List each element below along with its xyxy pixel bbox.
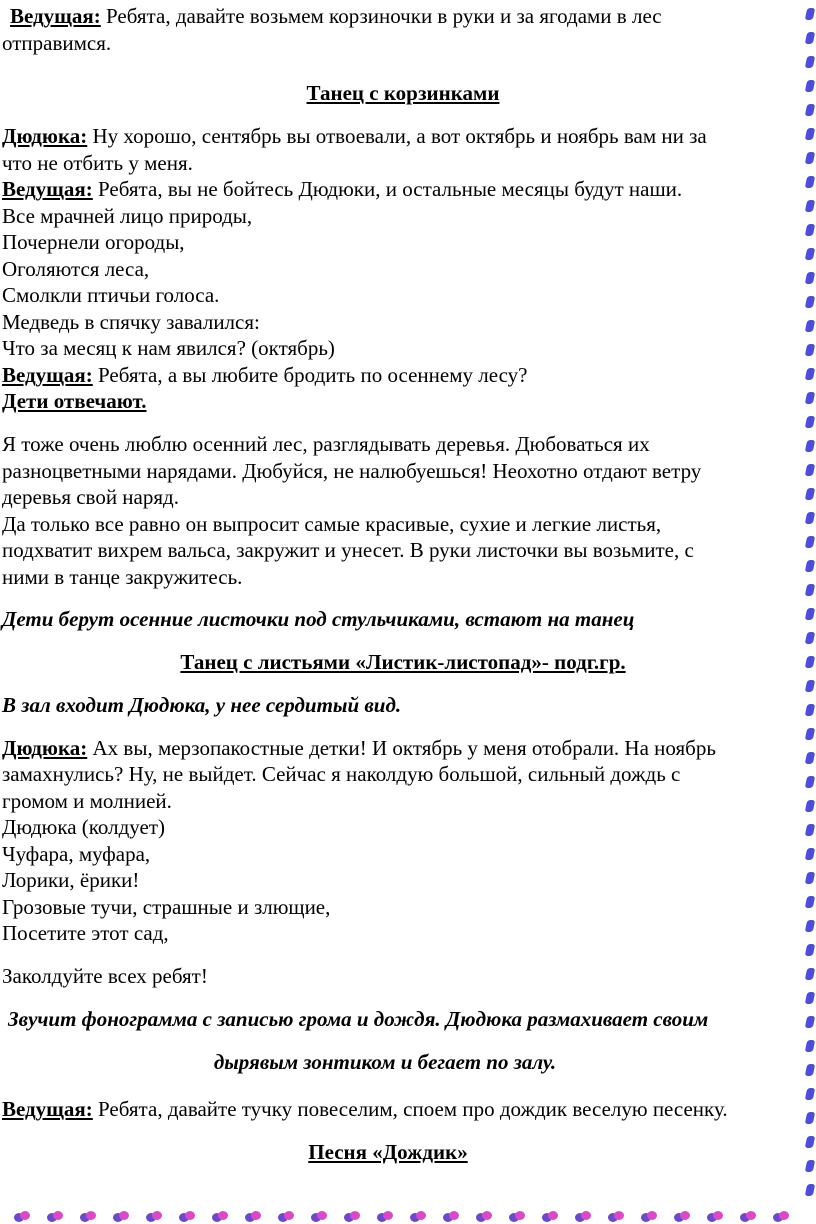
decorative-page-border-bottom xyxy=(0,1208,816,1224)
poem-line: Почернели огороды, xyxy=(2,230,185,254)
border-ornament xyxy=(805,872,816,884)
stage-direction: Дети берут осенние листочки под стульчиками, встают на танец xyxy=(2,607,635,631)
poem-line: Чуфара, муфара, xyxy=(2,842,151,866)
border-ornament xyxy=(805,632,816,644)
border-ornament xyxy=(344,1211,362,1223)
paragraph-line: Я тоже очень люблю осенний лес, разглядывать деревья. Дюбоваться их xyxy=(2,432,650,456)
border-ornament xyxy=(542,1211,560,1223)
border-ornament xyxy=(805,488,816,500)
section-heading: Танец с корзинками xyxy=(306,81,500,105)
poem-line: Все мрачней лицо природы, xyxy=(2,204,253,228)
paragraph-line: отправимся. xyxy=(2,31,112,55)
border-ornament xyxy=(805,1136,816,1148)
border-ornament xyxy=(805,656,816,668)
border-ornament xyxy=(805,320,816,332)
border-ornament xyxy=(641,1211,659,1223)
paragraph-line xyxy=(2,362,527,388)
border-ornament xyxy=(805,80,816,92)
decorative-page-border-right xyxy=(800,0,816,1224)
border-ornament xyxy=(212,1211,230,1223)
border-ornament xyxy=(113,1211,131,1223)
border-ornament xyxy=(311,1211,329,1223)
border-ornament xyxy=(509,1211,527,1223)
border-ornament xyxy=(608,1211,626,1223)
border-ornament xyxy=(805,584,816,596)
section-heading: Песня «Дождик» xyxy=(308,1140,468,1164)
line-text: Ребята, давайте возьмем корзиночки в руки и за ягодами в лес xyxy=(100,4,662,28)
paragraph-line: разноцветными нарядами. Дюбуйся, не налюбуешься! Неохотно отдают ветру xyxy=(2,459,702,483)
poem-line: Грозовые тучи, страшные и злющие, xyxy=(2,895,331,919)
border-ornament xyxy=(47,1211,65,1223)
border-ornament xyxy=(805,1160,816,1172)
poem-line: Лорики, ёрики! xyxy=(2,868,140,892)
border-ornament xyxy=(805,104,816,116)
paragraph-line: громом и молнией. xyxy=(2,789,172,813)
poem-line: Оголяются леса, xyxy=(2,257,150,281)
border-ornament xyxy=(707,1211,725,1223)
border-ornament xyxy=(805,1040,816,1052)
border-ornament xyxy=(740,1211,758,1223)
poem-line: Смолкли птичьи голоса. xyxy=(2,283,220,307)
border-ornament xyxy=(805,680,816,692)
border-ornament xyxy=(805,8,816,20)
poem-line: Что за месяц к нам явился? (октябрь) xyxy=(2,336,335,360)
border-ornament xyxy=(146,1211,164,1223)
border-ornament xyxy=(80,1211,98,1223)
border-ornament xyxy=(476,1211,494,1223)
poem-line: Посетите этот сад, xyxy=(2,921,169,945)
stage-direction: В зал входит Дюдюка, у нее сердитый вид. xyxy=(2,693,402,717)
border-ornament xyxy=(674,1211,692,1223)
poem-line: Заколдуйте всех ребят! xyxy=(2,964,208,988)
stage-direction: дырявым зонтиком и бегает по залу. xyxy=(213,1050,557,1074)
border-ornament xyxy=(14,1211,32,1223)
border-ornament xyxy=(278,1211,296,1223)
speaker-label: Дюдюка: xyxy=(2,736,88,760)
border-ornament xyxy=(805,56,816,68)
border-ornament xyxy=(245,1211,263,1223)
section-heading: Танец с листьями «Листик-листопад»- подг.гр. xyxy=(180,650,626,674)
border-ornament xyxy=(805,1088,816,1100)
paragraph-line: что не отбить у меня. xyxy=(2,151,193,175)
speaker-label: Ведущая: xyxy=(2,1097,93,1121)
border-ornament xyxy=(805,272,816,284)
paragraph-line: Да только все равно он выпросит самые красивые, сухие и легкие листья, xyxy=(2,512,662,536)
paragraph-line xyxy=(2,176,682,202)
stage-note: Дети отвечают. xyxy=(2,389,147,413)
border-ornament xyxy=(773,1211,791,1223)
line-text: Ах вы, мерзопакостные детки! И октябрь у меня отобрали. На ноябрь xyxy=(87,736,716,760)
speaker-label: Ведущая: xyxy=(2,363,93,387)
border-ornament xyxy=(805,1112,816,1124)
border-ornament xyxy=(805,1064,816,1076)
border-ornament xyxy=(805,224,816,236)
border-ornament xyxy=(179,1211,197,1223)
border-ornament xyxy=(805,152,816,164)
border-ornament xyxy=(805,920,816,932)
paragraph-line xyxy=(2,1096,728,1122)
border-ornament xyxy=(805,752,816,764)
border-ornament xyxy=(805,344,816,356)
border-ornament xyxy=(805,392,816,404)
border-ornament xyxy=(805,464,816,476)
border-ornament xyxy=(805,176,816,188)
line-text: Ребята, вы не бойтесь Дюдюки, и остальные месяцы будут наши. xyxy=(92,177,683,201)
border-ornament xyxy=(805,968,816,980)
paragraph-line xyxy=(2,735,716,761)
paragraph-line xyxy=(10,3,662,29)
paragraph-line: подхватит вихрем вальса, закружит и унесет. В руки листочки вы возьмите, с xyxy=(2,538,694,562)
border-ornament xyxy=(805,368,816,380)
border-ornament xyxy=(805,560,816,572)
poem-line: Медведь в спячку завалился: xyxy=(2,310,260,334)
speaker-label: Ведущая: xyxy=(10,4,101,28)
border-ornament xyxy=(805,440,816,452)
speaker-label: Дюдюка: xyxy=(2,124,88,148)
border-ornament xyxy=(410,1211,428,1223)
border-ornament xyxy=(805,776,816,788)
border-ornament xyxy=(805,608,816,620)
border-ornament xyxy=(805,800,816,812)
line-text: Ребята, давайте тучку повеселим, споем про дождик веселую песенку. xyxy=(92,1097,728,1121)
speaker-label: Ведущая: xyxy=(2,177,93,201)
poem-line: Дюдюка (колдует) xyxy=(2,815,166,839)
stage-direction: Звучит фонограмма с записью грома и дождя. Дюдюка размахивает своим xyxy=(8,1007,709,1031)
border-ornament xyxy=(805,944,816,956)
border-ornament xyxy=(805,896,816,908)
paragraph-line: ними в танце закружитесь. xyxy=(2,565,243,589)
border-ornament xyxy=(805,992,816,1004)
border-ornament xyxy=(805,728,816,740)
line-text: Ну хорошо, сентябрь вы отвоевали, а вот октябрь и ноябрь вам ни за xyxy=(87,124,707,148)
border-ornament xyxy=(805,296,816,308)
border-ornament xyxy=(805,824,816,836)
border-ornament xyxy=(805,704,816,716)
paragraph-line: деревья свой наряд. xyxy=(2,485,179,509)
border-ornament xyxy=(805,200,816,212)
border-ornament xyxy=(805,848,816,860)
border-ornament xyxy=(805,248,816,260)
border-ornament xyxy=(805,1016,816,1028)
border-ornament xyxy=(805,536,816,548)
line-text: Ребята, а вы любите бродить по осеннему лесу? xyxy=(92,363,528,387)
border-ornament xyxy=(805,1184,816,1196)
paragraph-line xyxy=(2,123,707,149)
paragraph-line: замахнулись? Ну, не выйдет. Сейчас я наколдую большой, сильный дождь с xyxy=(2,762,681,786)
border-ornament xyxy=(805,128,816,140)
border-ornament xyxy=(805,416,816,428)
border-ornament xyxy=(805,512,816,524)
border-ornament xyxy=(805,32,816,44)
border-ornament xyxy=(377,1211,395,1223)
border-ornament xyxy=(443,1211,461,1223)
border-ornament xyxy=(575,1211,593,1223)
